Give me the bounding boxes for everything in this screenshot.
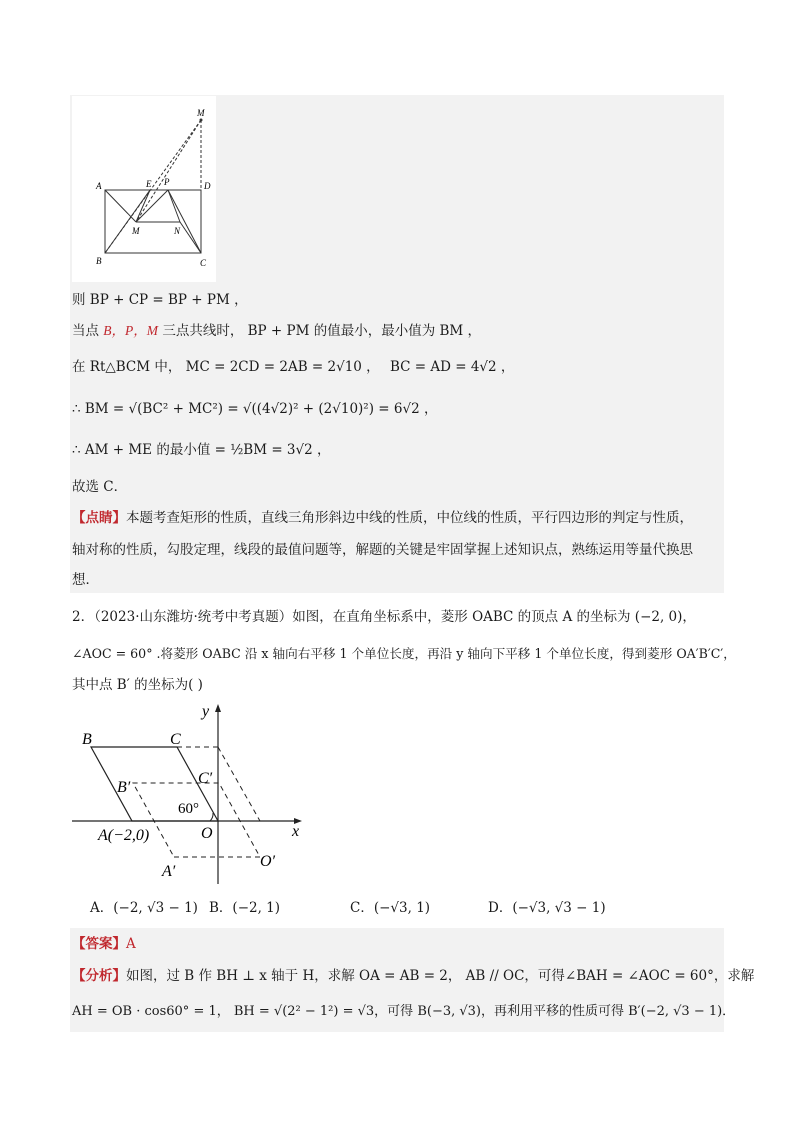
solution-line-2-prefix: 当点 [72, 323, 104, 339]
answer-tag: 【答案】 [72, 936, 126, 952]
question2-line-3: 其中点 B′ 的坐标为( ) [72, 677, 203, 693]
solution-line-3 [72, 357, 514, 377]
answer-line [72, 934, 136, 954]
fig2-label-C: C [170, 731, 181, 748]
option-a[interactable] [90, 898, 198, 918]
fig1-label-N: N [174, 226, 181, 236]
option-c-text: (−√3, 1) [373, 900, 431, 916]
option-b-text: (−2, 1) [232, 900, 281, 916]
option-b[interactable] [209, 898, 280, 918]
comment-tag: 【点睛】 [72, 510, 126, 526]
question2-line-2: ∠AOC = 60° .将菱形 OABC 沿 x 轴向右平移 1 个单位长度，再沿 y 轴向下平移 1 个单位长度，得到菱形 OA′B′C′， [72, 646, 736, 661]
analysis-tag: 【分析】 [72, 968, 126, 984]
solution-line-3a: 在 Rt△BCM 中， MC = 2CD = 2AB = 2√10 ， [72, 359, 380, 375]
option-a-letter: A． [90, 900, 114, 916]
fig2-label-Oprime: O′ [260, 853, 276, 870]
solution-line-2-points: B，P，M [103, 323, 159, 338]
analysis-line-2: AH = OB · cos60° = 1， BH = √(2² − 1²) = √3，可得 B(−3, √3)，再利用平移的性质可得 B′(−2, √3 − 1)． [72, 1004, 736, 1019]
fig2-label-B: B [82, 731, 92, 748]
fig1-label-M: M [132, 226, 140, 236]
analysis-line-1 [72, 966, 754, 986]
option-d-text: (−√3, √3 − 1) [512, 900, 606, 916]
fig1-label-A: A [96, 181, 102, 191]
fig2-label-y: y [202, 703, 210, 720]
comment-line-2: 轴对称的性质，勾股定理，线段的最值问题等，解题的关键是牢固掌握上述知识点，熟练运用等量代换思 [72, 542, 693, 558]
solution-line-6: 故选 C． [72, 479, 128, 495]
fig1-label-D: D [204, 181, 211, 191]
solution-line-2 [72, 321, 481, 341]
fig2-label-x: x [292, 823, 300, 840]
option-a-text: (−2, √3 − 1) [113, 900, 198, 916]
fig1-label-C: C [200, 258, 207, 268]
fig1-label-E: E [146, 179, 152, 189]
fig2-label-Cprime: C′ [198, 770, 213, 787]
solution-line-4: ∴ BM = √(BC² + MC²) = √((4√2)² + (2√10)²) = 6√2 ， [72, 401, 438, 417]
solution-line-2-suffix: 三点共线时， BP + PM 的值最小，最小值为 BM ， [158, 323, 482, 339]
option-b-letter: B． [209, 900, 233, 916]
fig1-label-P: P [164, 177, 170, 187]
fig2-label-A: A(−2,0) [98, 827, 150, 844]
solution-line-3b: BC = AD = 4√2 ， [389, 359, 515, 375]
fig2-label-Bprime: B′ [117, 779, 131, 796]
solution-line-1: 则 BP + CP = BP + PM ， [72, 292, 248, 308]
solution-figure [72, 96, 216, 282]
question2-figure [70, 700, 320, 890]
fig2-label-Aprime: A′ [162, 863, 176, 880]
option-c[interactable] [350, 898, 430, 918]
fig2-label-O: O [201, 825, 213, 842]
option-c-letter: C． [350, 900, 374, 916]
fig1-label-M-top: M [197, 108, 205, 118]
fig2-label-angle: 60° [178, 801, 199, 817]
answer-value: A [126, 936, 136, 952]
comment-line-1 [72, 508, 693, 528]
comment-line-3: 想． [72, 572, 99, 588]
solution-line-5: ∴ AM + ME 的最小值 = ½BM = 3√2 ， [72, 442, 331, 458]
option-d[interactable] [488, 898, 606, 918]
option-d-letter: D． [488, 900, 513, 916]
question2-line-1: 2．（2023·山东潍坊·统考中考真题）如图，在直角坐标系中，菱形 OABC 的顶点 A 的坐标为 (−2, 0)， [72, 609, 696, 625]
comment-text-1: 本题考查矩形的性质，直线三角形斜边中线的性质，中位线的性质，平行四边形的判定与性质， [126, 510, 693, 526]
fig1-label-B: B [96, 256, 102, 266]
analysis-text-1: 如图，过 B 作 BH ⊥ x 轴于 H，求解 OA = AB = 2， AB // OC，可得∠BAH = ∠AOC = 60°，求解 [126, 968, 755, 984]
